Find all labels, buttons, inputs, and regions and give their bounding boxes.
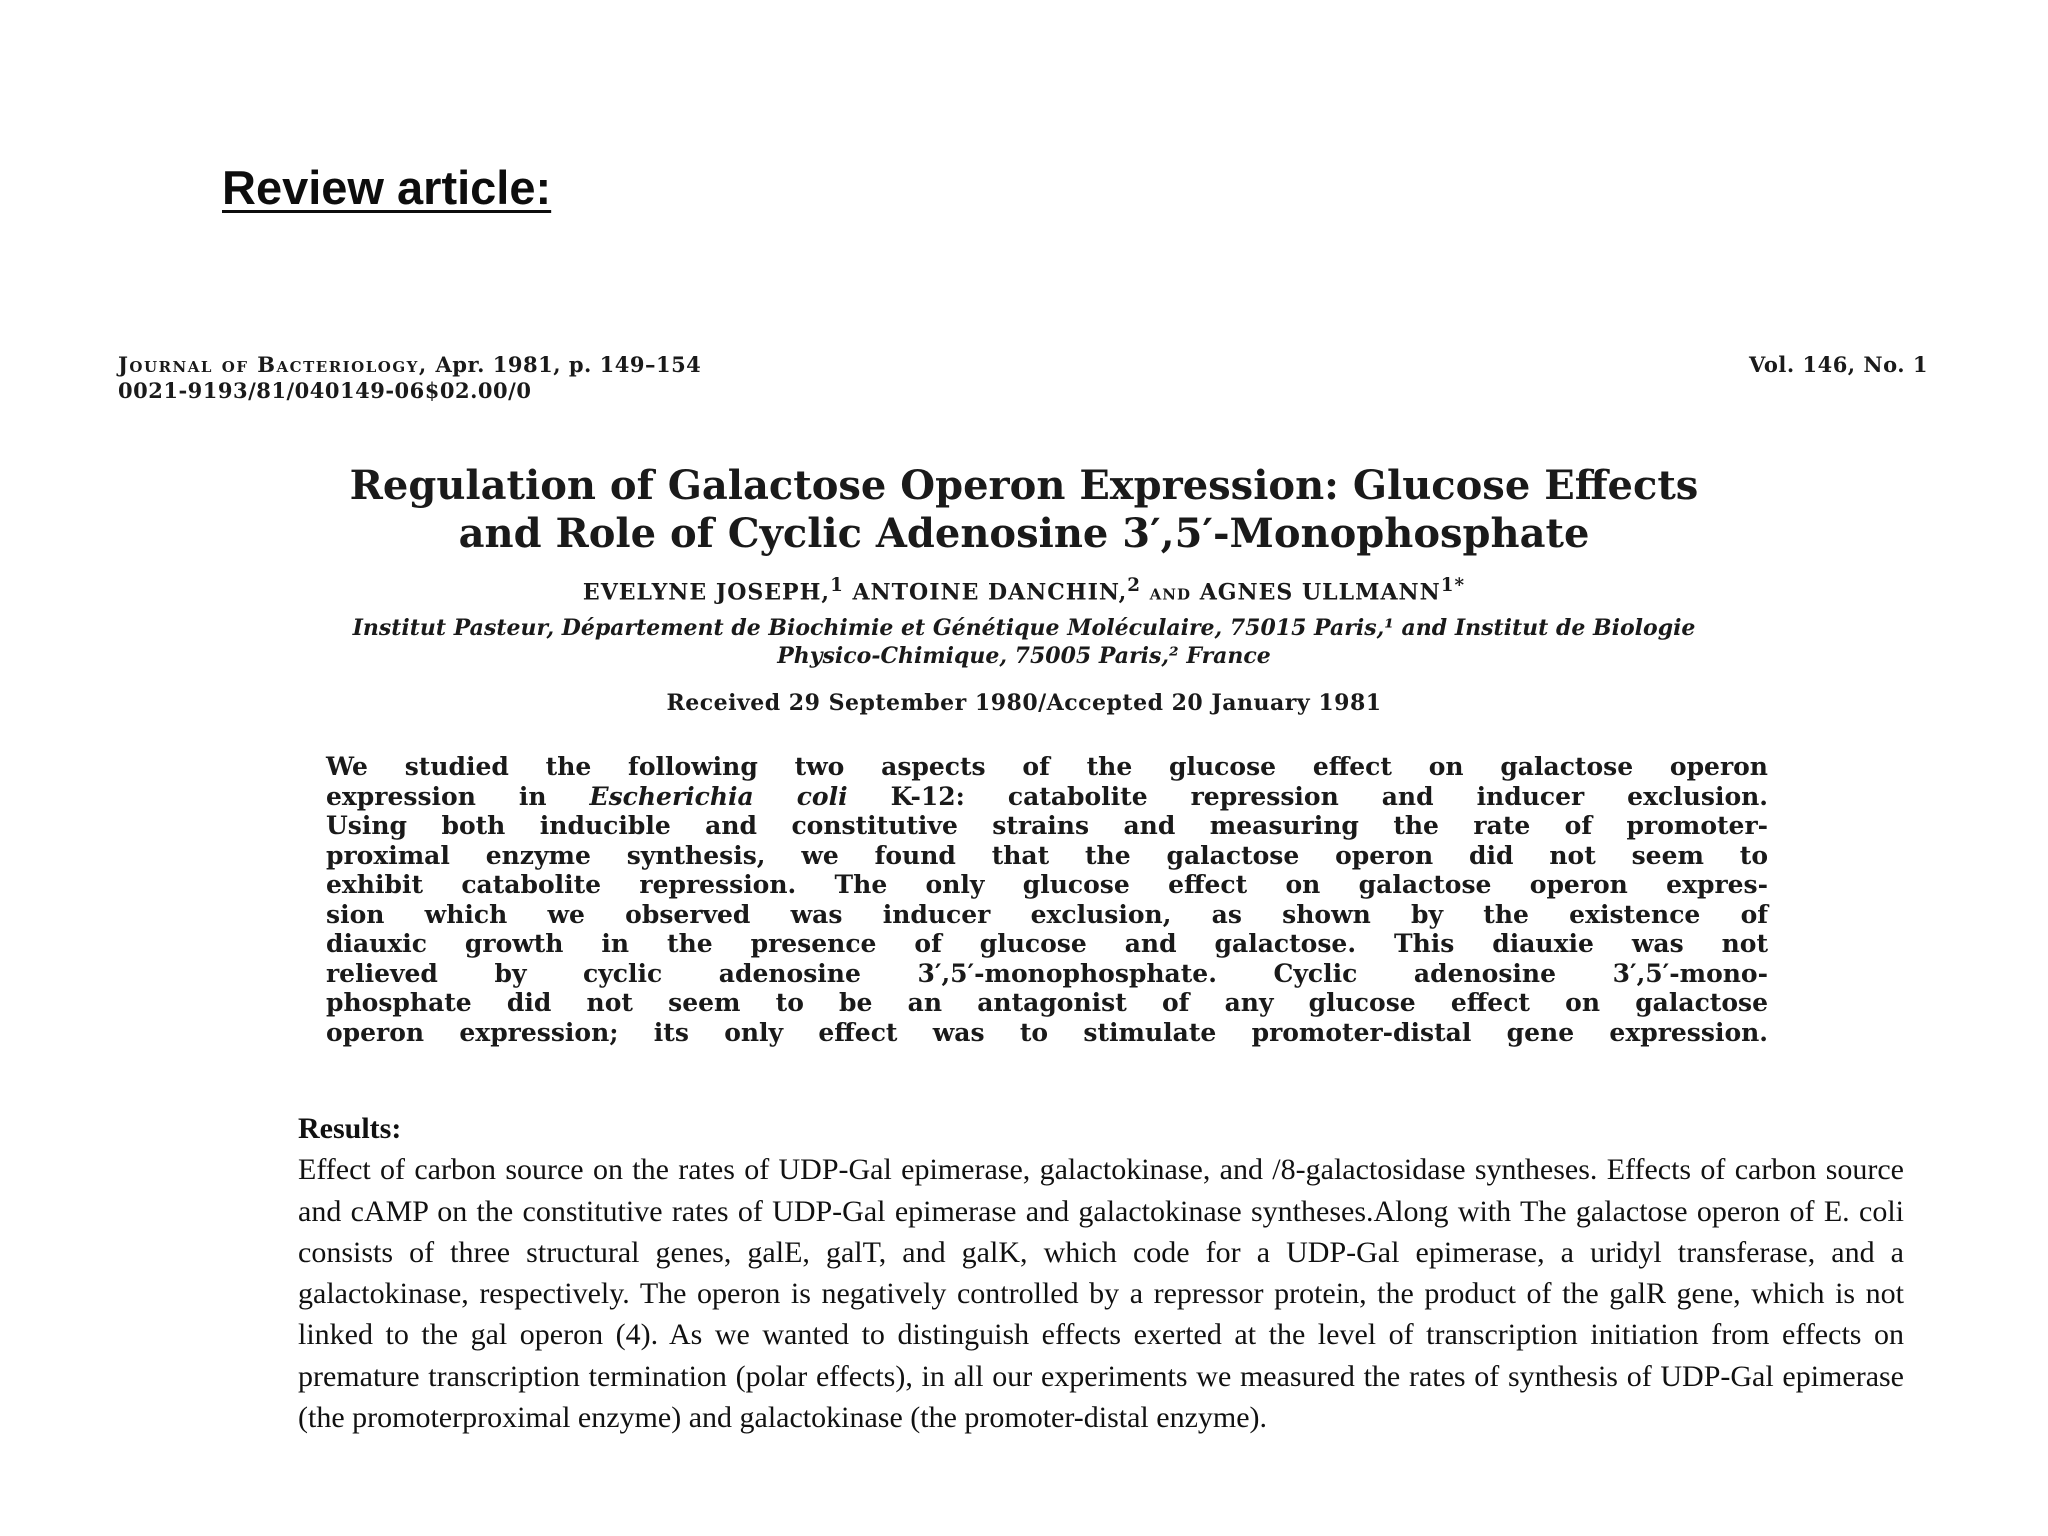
article-received-date: Received 29 September 1980/Accepted 20 January 1981 [666,690,1382,716]
journal-volume: Vol. 146, No. 1 [1749,352,1928,377]
slide-heading: Review article: [222,161,552,214]
author-ullmann-mark: 1* [1440,575,1466,596]
abstract-line: relieved by cyclic adenosine 3′,5′-monophosphate. Cyclic adenosine 3′,5′-mono- [326,958,1768,988]
author-conjunction: and [1141,579,1200,606]
article-abstract [286,752,1768,1047]
abstract-line: exhibit catabolite repression. The only glucose effect on galactose operon expres- [326,870,1768,899]
results-heading: Results: [298,1112,402,1145]
abstract-line: sion which we observed was inducer exclusion, as shown by the existence of [326,899,1768,929]
affiliation-line2: Physico-Chimique, 75005 Paris,² France [777,643,1271,669]
author-joseph: EVELYNE JOSEPH, [582,579,831,606]
affiliation-line1: Institut Pasteur, Département de Biochimie et Génétique Moléculaire, 75015 Paris,¹ and Institut de Biologie [352,615,1696,641]
abstract-line: expression in Escherichia coli K-12: catabolite repression and inducer exclusion. [326,781,1769,811]
author-danchin: ANTOINE DANCHIN, [843,579,1128,606]
article-title-line2: and Role of Cyclic Adenosine 3′,5′-Monophosphate [458,510,1590,557]
journal-code: 0021-9193/81/040149-06$02.00/0 [118,378,532,403]
author-danchin-mark: 2 [1127,575,1141,596]
journal-name: Journal of Bacteriology, [118,352,428,377]
abstract-line: We studied the following two aspects of the glucose effect on galactose operon [326,752,1768,781]
article-authors [118,575,1930,605]
author-joseph-mark: 1 [830,575,844,596]
species-name: Escherichia coli [589,781,848,811]
journal-reference [118,352,701,404]
results-body: Effect of carbon source on the rates of UDP-Gal epimerase, galactokinase, and /8-galactosidase syntheses. Effects of carbon source and cAMP on the constitutive rates of UDP-Gal epimerase and galactokinase syntheses.Along with The galactose operon of E. coli consists of three structural genes, galE, galT, and galK, which code for a UDP-Gal epimerase, a uridyl transferase, and a galactokinase, respectively. The operon is negatively controlled by a repressor protein, the product of the galR gene, which is not linked to the gal operon (4). As we wanted to distinguish effects exerted at the level of transcription initiation from effects on premature transcription termination (polar effects), in all our experiments we measured the rates of synthesis of UDP-Gal epimerase (the promoterproximal enzyme) and galactokinase (the promoter-distal enzyme). [298,1153,1904,1435]
abstract-line: proximal enzyme synthesis, we found that the galactose operon did not seem to [326,840,1768,870]
article-title-line1: Regulation of Galactose Operon Expression: Glucose Effects [349,462,1699,509]
results-section [298,1108,1904,1438]
article-title [118,462,1930,558]
abstract-line: diauxic growth in the presence of glucose and galactose. This diauxie was not [326,929,1768,958]
abstract-line: operon expression; its only effect was to stimulate promoter-distal gene expression. [326,1017,1768,1047]
author-ullmann: AGNES ULLMANN [1199,579,1441,606]
abstract-line: Using both inducible and constitutive strains and measuring the rate of promoter- [326,811,1768,840]
abstract-line: phosphate did not seem to be an antagonist of any glucose effect on galactose [326,988,1768,1017]
journal-date-pages: Apr. 1981, p. 149–154 [435,352,702,377]
article-affiliation [118,614,1930,670]
